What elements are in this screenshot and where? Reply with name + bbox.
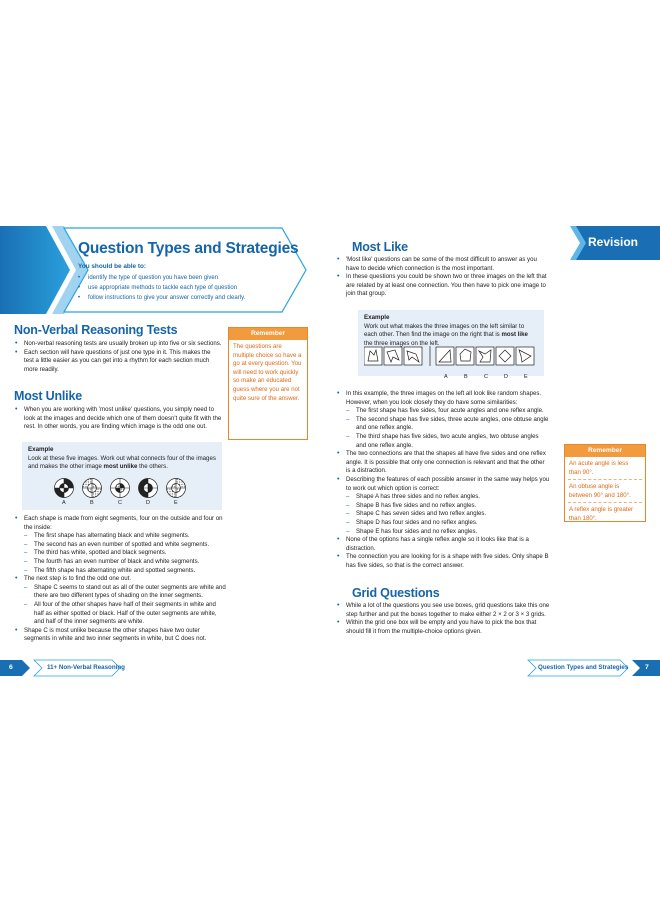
remember-text: The questions are multiple choice so have a go at every question. You will need to work quickly so make an educated guess where you are not quite sure of the answer. [233,343,302,402]
remember-box [228,327,308,440]
sub-item: – The first shape has alternating black and white segments. [24,532,226,541]
segmented-circle-icon [55,479,74,498]
list-item: • Non-verbal reasoning tests are usually broken up into five or six sections. [14,340,222,349]
option-label: B [90,500,94,506]
revision-label: Revision [588,235,639,249]
remember-heading: Remember [229,328,307,340]
segmented-circle-icon [167,479,186,498]
objectives-list [78,273,245,303]
option-label: E [524,374,528,380]
footer [0,658,330,678]
list-item: • 'Most like' questions can be some of the most difficult to answer as you have to decide which connection is the most important. [336,256,550,273]
sub-item: – The fourth has an even number of black and white segments. [24,558,226,567]
list-item: • The connection you are looking for is a shape with five sides. Only shape B has five sides, so that is the correct answer. [336,553,550,570]
like-bullets [336,256,550,299]
list-item: • Shape C is most unlike because the other shapes have two outer segments in white and two inner segments in white, but C does not. [14,627,226,644]
list-item: • In these questions you could be shown two or three images on the left that are related by at least one connection. You then have to pick one image to join that group. [336,273,550,299]
example-text: Work out what makes the three images on the left similar to each other. Then find the image on the right that is most like the three images on the left. [364,322,528,347]
unlike-analysis [14,515,226,644]
sub-item: – The third has white, spotted and black segments. [24,549,226,558]
sub-item: – Shape D has four sides and no reflex angles. [346,519,550,528]
unlike-bullets [14,406,222,432]
right-page [330,226,660,678]
list-item: • Each section will have questions of just one type in it. This makes the test a little easier as you can get into a rhythm for each section much more readily. [14,349,222,375]
sub-item: – The second has an even number of spotted and white segments. [24,541,226,550]
example-title: Example [364,314,390,321]
page-number: 7 [645,664,649,671]
list-item: • In this example, the three images on the left all look like random shapes. However, when you look closely they do have some similarities: – The first shape has five sides, four acute angles and one reflex angle. – The second shape has five sides, three acute angles, one obtuse angle and one reflex angle. – The third shape has five sides, two acute angles, two obtuse angles and one reflex angle. [336,390,550,450]
footer-title: Question Types and Strategies [538,664,629,671]
like-shapes [364,346,544,372]
left-page [0,226,330,678]
example-text: Look at these five images. Work out what connects four of the images and makes the other image most unlike the others. [28,454,216,471]
sub-item: – The second shape has five sides, three acute angles, one obtuse angle and one reflex angle. [346,416,550,433]
footer [330,658,660,678]
sub-item: – Shape C has seven sides and two reflex angles. [346,510,550,519]
segmented-circle-icon [111,479,130,498]
revision-tab [570,226,660,260]
remember-item: A reflex angle is greater than 180°. [569,506,634,522]
remember-box [564,444,646,522]
segmented-circle-icon [139,479,158,498]
page-number: 6 [9,664,13,671]
list-item: • None of the options has a single reflex angle so it looks like that is a distraction. [336,536,550,553]
remember-item: An obtuse angle is between 90° and 180°. [569,483,631,499]
list-item: • Describing the features of each possible answer in the same way helps you to work out which option is correct: – Shape A has three sides and no reflex angles. – Shape B has five sides and no reflex angles. – Shape C has seven sides and two reflex angles. – Shape D has four sides and no reflex angles. – Shape E has four sides and no reflex angles. [336,476,550,536]
option-label: B [464,374,468,380]
sub-item: – Shape E has four sides and no reflex angles. [346,528,550,537]
sub-item: – Shape A has three sides and no reflex angles. [346,493,550,502]
list-item: • The two connections are that the shapes all have five sides and one reflex angle. It is possible that only one connection is relevant and that the other is a distraction. [336,450,550,476]
grid-questions-heading: Grid Questions [352,586,440,600]
remember-heading: Remember [565,445,645,457]
objective-item: • identify the type of question you have been given [78,273,245,283]
option-label: A [62,500,66,506]
list-item: • Within the grid one box will be empty and you have to pick the box that should fill it from the multiple-choice options given. [336,619,550,636]
sub-item: – All four of the other shapes have half of their segments in white and half as either spotted or black. Half of the outer segments are white, and half of the inner segments are white. [24,601,226,627]
option-label: C [118,500,122,506]
option-label: A [444,374,448,380]
sub-item: – The first shape has five sides, four acute angles and one reflex angle. [346,407,550,416]
page-title: Question Types and Strategies [78,240,299,257]
remember-item: An acute angle is less than 90°. [569,460,629,476]
option-label: C [484,374,488,380]
most-like-heading: Most Like [352,240,408,254]
sub-item: – Shape B has five sides and no reflex angles. [346,502,550,511]
title-banner [0,226,330,320]
footer-title: 11+ Non-Verbal Reasoning [47,664,125,671]
nvr-heading: Non-Verbal Reasoning Tests [14,323,178,337]
option-label: D [504,374,508,380]
objective-item: • follow instructions to give your answer correctly and clearly. [78,293,245,303]
list-item: • Each shape is made from eight segments, four on the outside and four on the inside: – The first shape has alternating black and white segments. – The second has an even number of spotted and white segments. – The third has white, spotted and black segments. – The fourth has an even number of black and white segments. – The fifth shape has alternating white and spotted segments. [14,515,226,575]
option-label: E [174,500,178,506]
option-label: D [146,500,150,506]
sub-item: – The fifth shape has alternating white and spotted segments. [24,567,226,576]
grid-bullets [336,602,550,636]
example-title: Example [28,446,54,453]
objective-item: • use appropriate methods to tackle each type of question [78,283,245,293]
sub-item: – Shape C seems to stand out as all of the outer segments are white and there are two different types of shading on the inner segments. [24,584,226,601]
list-item: • The next step is to find the odd one out. – Shape C seems to stand out as all of the outer segments are white and there are two different types of shading on the inner segments. – All four of the other shapes have half of their segments in white and half as either spotted or black. Half of the outer segments are white, and half of the inner segments are white. [14,575,226,627]
most-unlike-heading: Most Unlike [14,389,82,403]
unlike-shapes [22,476,222,504]
nvr-bullets [14,340,222,374]
list-item: • While a lot of the questions you see use boxes, grid questions take this one step further and put the boxes together to make either 2 × 2 or 3 × 3 grids. [336,602,550,619]
like-analysis [336,390,550,570]
list-item: • When you are working with 'most unlike' questions, you simply need to look at the images and decide which one of them doesn't quite fit with the rest. In other words, you are finding which image is the odd one out. [14,406,222,432]
segmented-circle-icon [83,479,102,498]
objectives-heading: You should be able to: [78,263,147,270]
sub-item: – The third shape has five sides, two acute angles, two obtuse angles and one reflex angle. [346,433,550,450]
